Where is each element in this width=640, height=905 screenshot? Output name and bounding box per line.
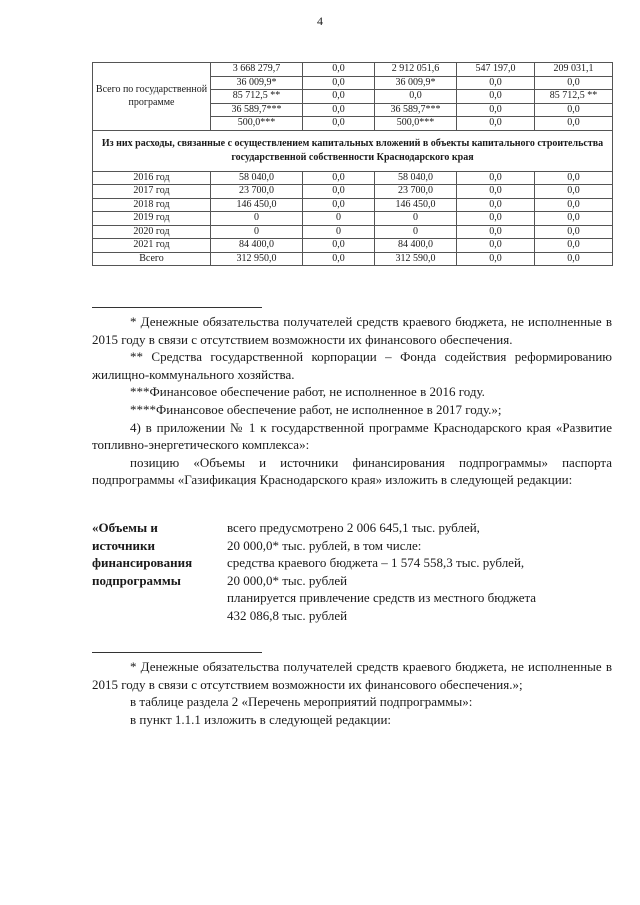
table-cell: 0,0 [457,212,535,226]
table-cell: 0,0 [457,252,535,266]
table-cell: 0,0 [535,198,613,212]
table-cell: 0,0 [303,90,375,104]
table-cell: 84 400,0 [211,239,303,253]
table-cell: 0,0 [535,212,613,226]
table-cell: 312 950,0 [211,252,303,266]
table-row [93,198,613,212]
position-label-line: подпрограммы [92,572,181,588]
table-cell: 0,0 [303,117,375,131]
table-cell: 0,0 [303,63,375,77]
year-label-cell: Всего [93,252,211,266]
year-label-cell: 2018 год [93,198,211,212]
footnote-1: * Денежные обязательства получателей средств краевого бюджета, не исполненные в 2015 году в связи с отсутствием возможности их финансового обеспечения.»; [92,659,612,692]
year-label-cell: 2021 год [93,239,211,253]
table-row [93,252,613,266]
year-label-cell: 2019 год [93,212,211,226]
table-cell: 0,0 [303,76,375,90]
footnote-2: ** Средства государственной корпорации – Фонда содействия реформированию жилищно-коммунального хозяйства. [92,349,612,382]
table-cell: 0 [211,212,303,226]
position-label-line: «Объемы и [92,520,158,535]
table-cell: 0,0 [303,252,375,266]
year-label-cell: 2020 год [93,225,211,239]
position-label [92,519,222,589]
table-cell: 0,0 [535,225,613,239]
table-row [93,239,613,253]
table-cell: 23 700,0 [211,185,303,199]
table-cell: 0,0 [457,103,535,117]
table-cell: 0,0 [457,198,535,212]
table-cell: 0,0 [303,171,375,185]
table-row [93,212,613,226]
body-paragraph-1: 4) в приложении № 1 к государственной программе Краснодарского края «Развитие топливно-энергетического комплекса»: [92,419,612,453]
year-label-cell: 2016 год [93,171,211,185]
table-cell: 23 700,0 [375,185,457,199]
section-header [93,130,613,171]
table-cell: 0 [375,225,457,239]
table-cell: 0,0 [457,225,535,239]
footnotes-block-1 [92,313,612,489]
table-row [93,171,613,185]
table-row [93,225,613,239]
table-cell: 85 712,5 ** [211,90,303,104]
table-cell: 36 589,7*** [211,103,303,117]
table-cell: 0,0 [535,117,613,131]
table-cell: 146 450,0 [375,198,457,212]
position-value-line: средства краевого бюджета – 1 574 558,3 тыс. рублей, [227,555,525,571]
table-cell: 0,0 [457,171,535,185]
table-cell: 0,0 [457,76,535,90]
table-cell: 0,0 [535,76,613,90]
position-value-line: всего предусмотрено 2 006 645,1 тыс. рублей, [227,520,480,535]
total-label-cell: Всего по государственной программе [93,63,211,131]
position-value [227,519,617,625]
table-cell: 0,0 [535,239,613,253]
table-cell: 0,0 [535,185,613,199]
table-cell: 0 [303,225,375,239]
financing-table [92,62,613,266]
position-value-line: 432 086,8 тыс. рублей [227,607,348,623]
table-cell: 547 197,0 [457,63,535,77]
table-cell: 0,0 [535,103,613,117]
table-cell: 0,0 [303,103,375,117]
table-cell: 0,0 [457,239,535,253]
section-title: Из них расходы, связанные с осуществлением капитальных вложений в объекты капитального строительства государственной собственности Краснодарского края [93,130,613,171]
position-value-line: 20 000,0* тыс. рублей [227,572,348,588]
table-cell: 58 040,0 [375,171,457,185]
table-cell: 2 912 051,6 [375,63,457,77]
table-cell: 500,0*** [375,117,457,131]
table-cell: 0,0 [535,171,613,185]
footnotes-block-2 [92,658,612,728]
footnote-separator [92,652,262,653]
page-number: 4 [317,14,323,28]
table-cell: 0,0 [457,117,535,131]
year-label-cell: 2017 год [93,185,211,199]
footnote-1: * Денежные обязательства получателей средств краевого бюджета, не исполненные в 2015 году в связи с отсутствием возможности их финансового обеспечения. [92,314,612,347]
year-rows [93,171,613,266]
position-value-line: планируется привлечение средств из местного бюджета [227,590,537,606]
table-cell: 146 450,0 [211,198,303,212]
table-cell: 84 400,0 [375,239,457,253]
table-cell: 0,0 [303,198,375,212]
table-row [93,63,613,77]
table-cell: 209 031,1 [535,63,613,77]
table-cell: 0,0 [457,90,535,104]
table-cell: 0,0 [303,239,375,253]
footnote-3: ***Финансовое обеспечение работ, не исполненное в 2016 году. [130,384,485,400]
footnote-separator [92,307,262,308]
position-label-line: источники [92,537,155,553]
total-rows [93,63,613,131]
position-label-line: финансирования [92,555,193,571]
position-value-line: 20 000,0* тыс. рублей, в том числе: [227,537,422,553]
table-cell: 0,0 [303,185,375,199]
table-cell: 0,0 [457,185,535,199]
footnote-4: ****Финансовое обеспечение работ, не исполненное в 2017 году.»; [130,401,502,417]
table-cell: 36 009,9* [375,76,457,90]
table-cell: 500,0*** [211,117,303,131]
table-cell: 58 040,0 [211,171,303,185]
table-cell: 0,0 [535,252,613,266]
table-cell: 0,0 [375,90,457,104]
body-paragraph-2: позицию «Объемы и источники финансирования подпрограммы» паспорта подпрограммы «Газификация Краснодарского края» изложить в следующей редакции: [92,454,612,488]
closing-paragraph-2: в пункт 1.1.1 изложить в следующей редакции: [130,711,392,727]
table-cell: 0 [375,212,457,226]
table-cell: 0 [303,212,375,226]
table-cell: 0 [211,225,303,239]
table-row [93,185,613,199]
table-cell: 85 712,5 ** [535,90,613,104]
table-cell: 36 589,7*** [375,103,457,117]
table-cell: 3 668 279,7 [211,63,303,77]
closing-paragraph-1: в таблице раздела 2 «Перечень мероприятий подпрограммы»: [130,694,473,710]
table-cell: 36 009,9* [211,76,303,90]
table-cell: 312 590,0 [375,252,457,266]
